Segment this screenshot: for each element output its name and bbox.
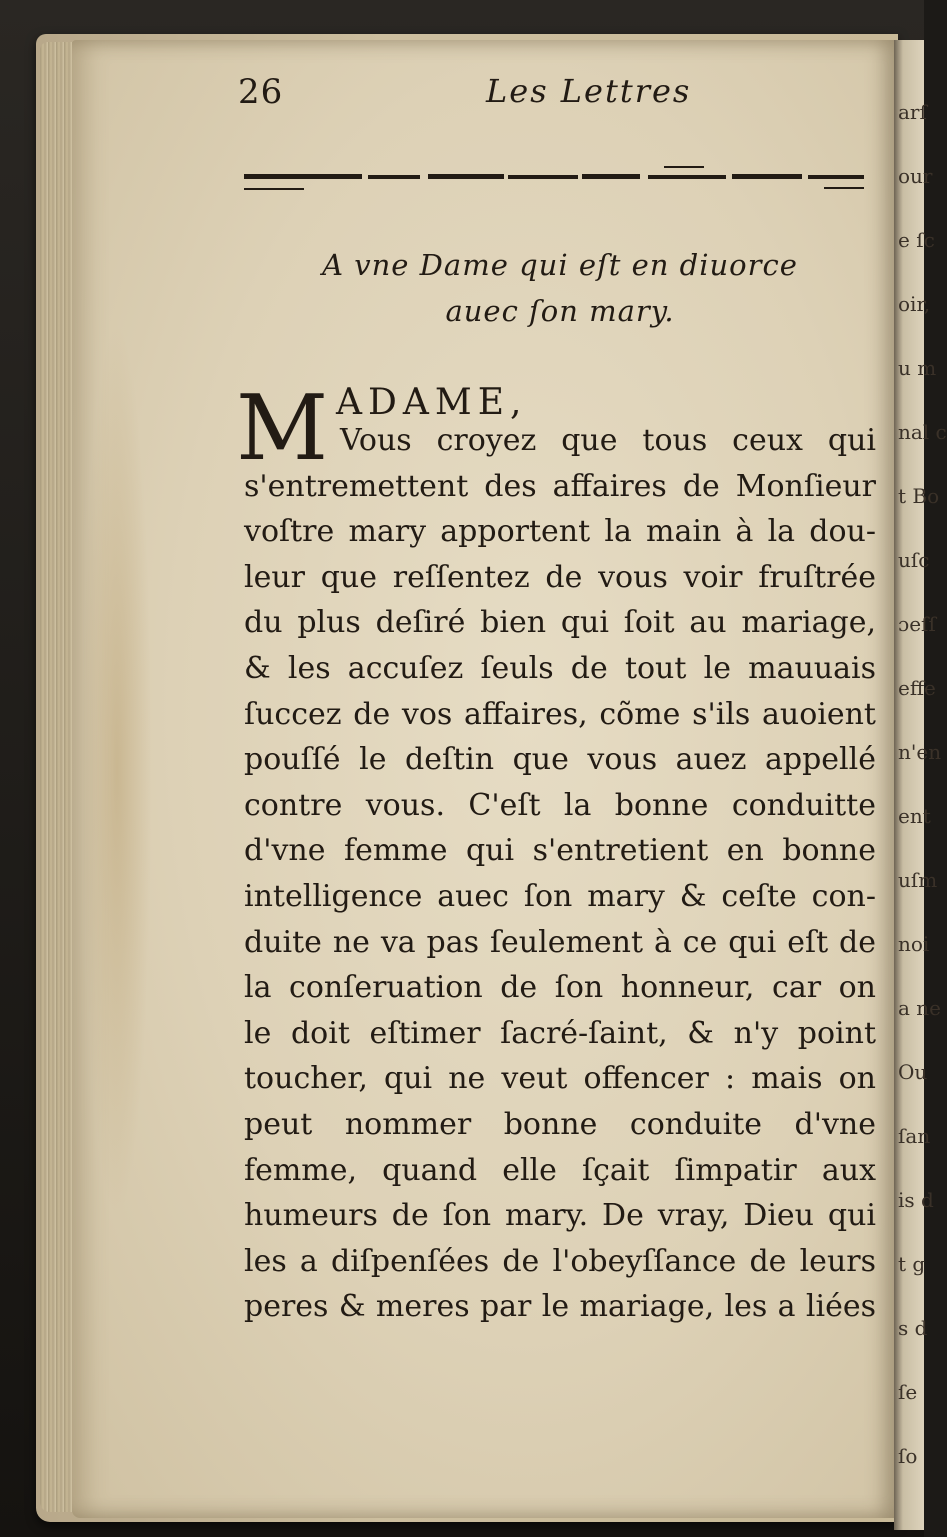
- facing-page-fragment: n'en: [898, 740, 942, 764]
- running-head: Les Lettres: [486, 72, 692, 110]
- facing-page-fragment: noi: [898, 932, 930, 956]
- facing-page-fragment: a ne: [898, 996, 941, 1020]
- facing-page-fragment: t Bo: [898, 484, 940, 508]
- facing-page-fragment: oir,: [898, 292, 931, 316]
- facing-page-fragment: ɔeſſ: [898, 612, 936, 636]
- body-line: & les accuſez ſeuls de tout le mauuais: [244, 650, 876, 686]
- drop-cap: M: [236, 376, 329, 481]
- body-line: s'entremettent des affaires de Monſieur: [244, 468, 876, 504]
- facing-page-fragment: ſan: [898, 1124, 931, 1148]
- heading-line-1: A vne Dame qui eſt en diuorce: [322, 248, 798, 282]
- facing-page-fragment: s d: [898, 1316, 928, 1340]
- body-line: toucher, qui ne veut offencer : mais on: [244, 1061, 876, 1097]
- body-line: voſtre mary apportent la main à la dou-: [244, 514, 876, 550]
- body-line: ſuccez de vos affaires, cõme s'ils auoient: [244, 696, 876, 732]
- facing-page-fragment: uſm: [898, 868, 938, 892]
- facing-page-fragment: Ou: [898, 1060, 928, 1084]
- facing-page-fragment: our: [898, 164, 933, 188]
- body-line: la conſeruation de ſon honneur, car on: [244, 970, 876, 1006]
- body-line: peut nommer bonne conduite d'vne: [244, 1106, 876, 1142]
- page-header: [238, 72, 858, 116]
- body-line: pouſſé le deſtin que vous auez appellé: [244, 742, 876, 778]
- heading-line-2: auec ſon mary.: [445, 294, 675, 328]
- page-number: 26: [238, 72, 284, 112]
- facing-page-fragment: effe: [898, 676, 936, 700]
- facing-page-fragment: arſ: [898, 100, 927, 124]
- paper-stain: [82, 320, 152, 1220]
- body-line: le doit eſtimer ſacré-ſaint, & n'y point: [244, 1015, 876, 1051]
- ornamental-rule: [244, 160, 864, 200]
- salutation: ADAME,: [336, 382, 528, 423]
- body-line: contre vous. C'eſt la bonne conduitte: [244, 787, 876, 823]
- facing-page-fragment: ſe: [898, 1380, 918, 1404]
- facing-page-fragment: nal c: [898, 420, 947, 444]
- facing-page-edge: [894, 40, 947, 1530]
- body-line: peres & meres par le mariage, les a liées: [244, 1289, 876, 1325]
- facing-page-fragment: ſo: [898, 1444, 918, 1468]
- body-line: les a diſpenſées de l'obeyſſance de leurs: [244, 1243, 876, 1279]
- body-line: humeurs de ſon mary. De vray, Dieu qui: [244, 1198, 876, 1234]
- body-line: d'vne femme qui s'entretient en bonne: [244, 833, 876, 869]
- body-line: Vous croyez que tous ceux qui: [340, 423, 876, 458]
- facing-page-fragment: uſc: [898, 548, 930, 572]
- body-line: du plus deſiré bien qui ſoit au mariage,: [244, 605, 876, 641]
- letter-body: [244, 418, 876, 1330]
- facing-page-fragment: u m: [898, 356, 937, 380]
- facing-page-fragment: ent: [898, 804, 931, 828]
- body-line: femme, quand elle ſçait ſimpatir aux: [244, 1152, 876, 1188]
- body-line: intelligence auec ſon mary & ceſte con-: [244, 878, 876, 914]
- facing-page-fragment: e ſc: [898, 228, 935, 252]
- facing-page-fragment: is d: [898, 1188, 934, 1212]
- facing-page-fragment: t g: [898, 1252, 926, 1276]
- body-line: duite ne va pas ſeulement à ce qui eſt de: [244, 924, 876, 960]
- letter-heading: [240, 242, 880, 334]
- body-line: leur que reſſentez de vous voir fruſtrée: [244, 559, 876, 595]
